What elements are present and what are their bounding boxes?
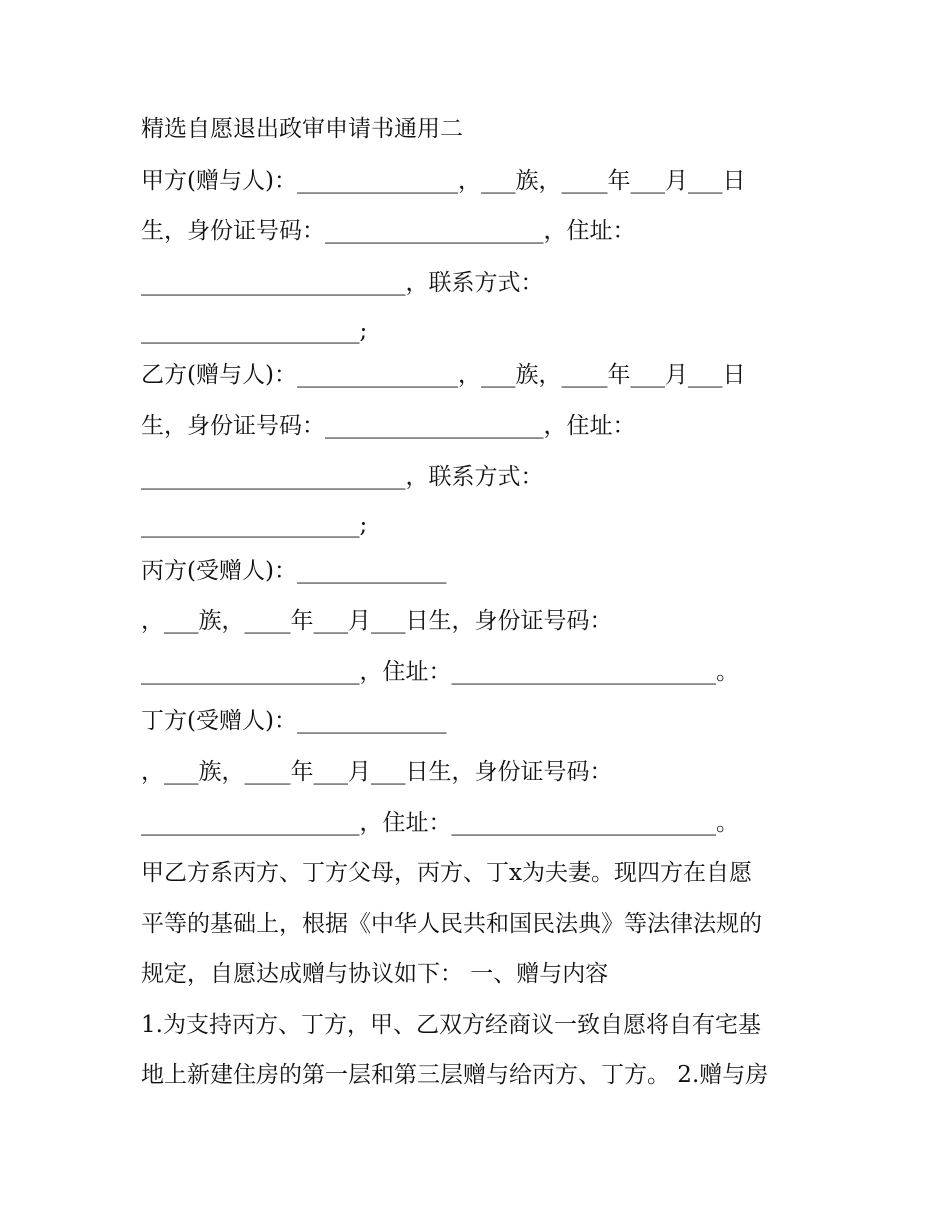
party-a-line-4: ___________________; xyxy=(141,318,368,344)
document-title: 精选自愿退出政审申请书通用二 xyxy=(141,116,463,142)
party-b-line-1: 乙方(赠与人)：______________，___族，____年___月___日 xyxy=(141,362,746,388)
body-line-4: 1.为支持丙方、丁方，甲、乙双方经商议一致自愿将自有宅基 xyxy=(141,1012,761,1038)
party-a-line-2: 生，身份证号码：___________________，住址： xyxy=(141,218,636,244)
party-d-line-3: ___________________，住址：_______________________。 xyxy=(141,810,739,836)
party-a-line-1: 甲方(赠与人)：______________，___族，____年___月___日 xyxy=(141,168,746,194)
body-line-2: 平等的基础上，根据《中华人民共和国民法典》等法律法规的 xyxy=(141,911,762,937)
party-a-line-3: _______________________，联系方式： xyxy=(141,270,544,296)
party-b-line-4: ___________________; xyxy=(141,512,368,538)
body-line-5: 地上新建住房的第一层和第三层赠与给丙方、丁方。 2.赠与房 xyxy=(141,1062,769,1088)
party-d-line-2: ，___族，____年___月___日生，身份证号码： xyxy=(141,759,613,785)
party-c-line-3: ___________________，住址：_______________________。 xyxy=(141,659,739,685)
party-c-line-2: ，___族，____年___月___日生，身份证号码： xyxy=(141,608,613,634)
party-b-line-3: _______________________，联系方式： xyxy=(141,464,544,490)
body-line-1: 甲乙方系丙方、丁方父母，丙方、丁x为夫妻。现四方在自愿 xyxy=(141,860,752,886)
body-line-3: 规定，自愿达成赠与协议如下： 一、赠与内容 xyxy=(141,961,609,987)
party-c-line-1: 丙方(受赠人)：_____________ xyxy=(141,558,447,584)
party-d-line-1: 丁方(受赠人)：_____________ xyxy=(141,708,447,734)
party-b-line-2: 生，身份证号码：___________________，住址： xyxy=(141,413,636,439)
